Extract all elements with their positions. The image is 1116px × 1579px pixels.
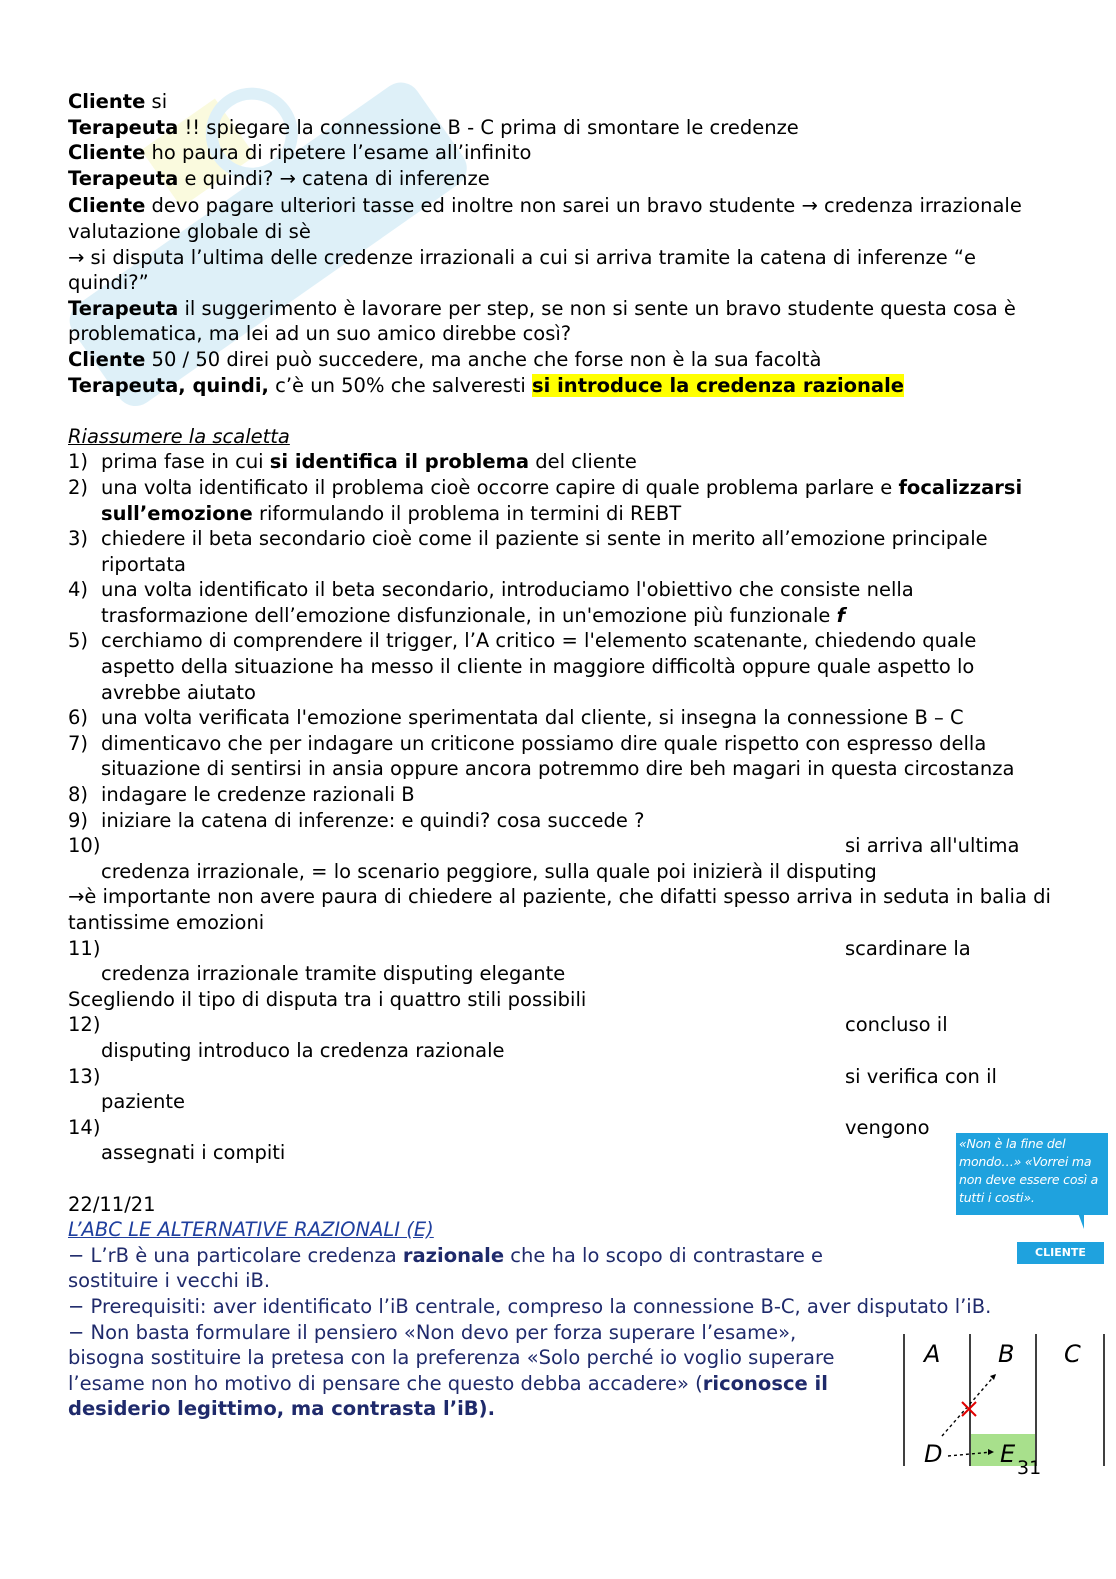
list-item: 7) dimenticavo che per indagare un criticone possiamo dire quale rispetto con espresso della situazione di sentirsi in ansia oppure ancora potremmo dire beh magari in questa circostanza [68,731,1015,781]
speech-callout [956,1133,1108,1229]
date: 22/11/21 [68,1192,156,1216]
steps-list [68,449,1053,833]
scaletta-title: Riassumere la scaletta [68,424,290,448]
bullet: − L’rB è una particolare credenza razionale che ha lo scopo di contrastare e sostituire i vecchi iB. [68,1243,824,1293]
list-item: 6) una volta verificata l'emozione sperimentata dal cliente, si insegna la connessione B – C [68,706,964,730]
bullet: − Prerequisiti: aver identificato l’iB centrale, compreso la connessione B-C, aver disputato l’iB. [68,1294,992,1318]
callout-text: «Non è la fine del mondo…» «Vorrei ma non deve essere così a tutti i costi». [959,1136,1099,1205]
dialogue [68,89,1053,398]
cliente-badge: CLIENTE [1017,1242,1104,1264]
d-to-b-arrow [942,1374,996,1436]
list-item: 3) chiedere il beta secondario cioè come il paziente si sente in merito all’emozione principale riportata [68,527,988,576]
list-item: 2) una volta identificato il problema cioè occorre capire di quale problema parlare e focalizzarsi sull’emozione riformulando il problema in termini di REBT [68,475,1023,525]
label-e: E [1000,1440,1016,1468]
step-10: 10) si arriva all'ultima [68,834,1020,858]
dialogue-line: Terapeuta e quindi? → catena di inferenze [68,166,490,190]
page-number: 31 [1017,1457,1042,1479]
dialogue-line: Cliente ho paura di ripetere l’esame all’infinito [68,141,532,165]
dialogue-line: Terapeuta !! spiegare la connessione B - C prima di smontare le credenze [68,115,799,139]
dialogue-line: Cliente 50 / 50 direi può succedere, ma anche che forse non è la sua facoltà [68,347,822,371]
dialogue-line: → si disputa l’ultima delle credenze irrazionali a cui si arriva tramite la catena di inferenze “e quindi?” [68,245,976,295]
list-item: 9) iniziare la catena di inferenze: e quindi? cosa succede ? [68,808,645,832]
step-13: 13) si verifica con il [68,1064,997,1088]
abc-diagram [900,1330,1110,1470]
step-14: 14) vengono [68,1115,930,1139]
label-b: B [998,1340,1015,1368]
list-item: 1) prima fase in cui si identifica il problema del cliente [68,450,637,474]
step-11: 11) scardinare la [68,936,971,960]
bullet: − Non basta formulare il pensiero «Non devo per forza superare l’esame», bisogna sostituire la pretesa con la preferenza «Solo perché io voglio superare l’esame non ho motivo di pensare che questo debba accadere» (riconosce il desiderio legittimo, ma contrasta l’iB). [68,1320,835,1421]
list-item: 8) indagare le credenze razionali B [68,783,415,807]
dialogue-line: Cliente devo pagare ulteriori tasse ed inoltre non sarei un bravo studente → credenza irrazionale valutazione globale di sè [68,194,1022,243]
list-item: 4) una volta identificato il beta secondario, introduciamo l'obiettivo che consiste nella trasformazione dell’emozione disfunzionale, in un'emozione più funzionale f [68,578,914,627]
dialogue-line: Cliente si [68,90,168,113]
label-c: C [1064,1340,1081,1368]
highlighted-text: si introduce la credenza razionale [532,373,904,397]
dialogue-line: Terapeuta, quindi, c’è un 50% che salveresti si introduce la credenza razionale [68,373,904,397]
section-title: L’ABC LE ALTERNATIVE RAZIONALI (E) [68,1218,434,1242]
step-12: 12) concluso il [68,1013,948,1037]
list-item: 5) cerchiamo di comprendere il trigger, l’A critico = l'elemento scatenante, chiedendo quale aspetto della situazione ha messo il cliente in maggiore difficoltà oppure quale aspetto lo avrebbe aiutato [68,629,977,704]
step-note: →è importante non avere paura di chiedere al paziente, che difatti spesso arriva in seduta in balia di tantissime emozioni [68,885,1051,934]
dialogue-line: Terapeuta il suggerimento è lavorare per step, se non si sente un bravo studente questa cosa è problematica, ma lei ad un suo amico direbbe così? [68,296,1016,346]
label-d: D [924,1440,943,1468]
page-content: Cliente si Terapeuta !! spiegare la connessione B - C prima di smontare le credenze Cliente ho paura di ripetere l’esame all’infinito Terapeuta e quindi? → catena di inferenze Cliente devo pagare ulteriori tasse ed inoltre non sarei un bravo studente → credenza irrazionale valutazione globale di sè → si disputa l’ultima delle credenze irrazionali a cui si arriva tramite la catena di inferenze “e quindi?” Terapeuta il suggerimento è lavorare per step, se non si sente un bravo studente questa cosa è problematica, ma lei ad un suo amico direbbe così? Cliente 50 / 50 direi può succedere, ma anche che forse non è la sua facoltà Terapeuta, quindi, c’è un 50% che salveresti si introduce la credenza razionale Riassumere la scaletta 1) prima fase in cui si identifica il problema del cliente 2) una volta identificato il problema cioè occorre capire di quale problema parlare e focalizzarsi sull’emozione riformulando il problema in termini di REBT 3) chiedere il beta secondario cioè come il paziente si sente in merito all’emozione principale riportata 4) una volta identificato il beta secondario, introduciamo l'obiettivo che consiste nella trasformazione dell’emozione disfunzionale, in un'emozione più funzionale f 5) cerchiamo di comprendere il trigger, l’A critico = l'elemento scatenante, chiedendo quale aspetto della situazione ha messo il cliente in maggiore difficoltà oppure quale aspetto lo avrebbe aiutato 6) una volta verificata l'emozione sperimentata dal cliente, si insegna la connessione B – C 7) dimenticavo che per indagare un criticone possiamo dire quale rispetto con espresso della situazione di sentirsi in ansia oppure ancora potremmo dire beh magari in questa circostanza 8) indagare le credenze razionali B 9) iniziare la catena di inferenze: e quindi? cosa succede ? 10) si arriva all'ultima credenza irrazionale, = lo scenario peggiore, sulla quale poi inizierà il disputing →è importante non avere paura di chiedere al paziente, che difatti spesso arriva in seduta in balia di tantissime emozioni 11) scardinare la credenza irrazionale tramite disputing elegante Scegliendo il tipo di disputa tra i quattro stili possibili 12) concluso il disputing introduco la credenza razionale 13) si verifica con il paziente 14) vengono assegnati i compiti 22/11/21 L’ABC LE ALTERNATIVE RAZIONALI (E) − L’rB è una particolare credenza razionale che ha lo scopo di contrastare e sostituire i vecchi iB. − Prerequisiti: aver identificato l’iB centrale, compreso la connessione B-C, aver disputato l’iB. − Non basta formulare il pensiero «Non devo per forza superare l’esame», bisogna sostituire la pretesa con la preferenza «Solo perché io voglio superare l’esame non ho motivo di pensare che questo debba accadere» (riconosce il desiderio legittimo, ma contrasta l’iB). [68,89,1053,1422]
step-note: Scegliendo il tipo di disputa tra i quattro stili possibili [68,987,587,1011]
label-a: A [924,1340,941,1368]
